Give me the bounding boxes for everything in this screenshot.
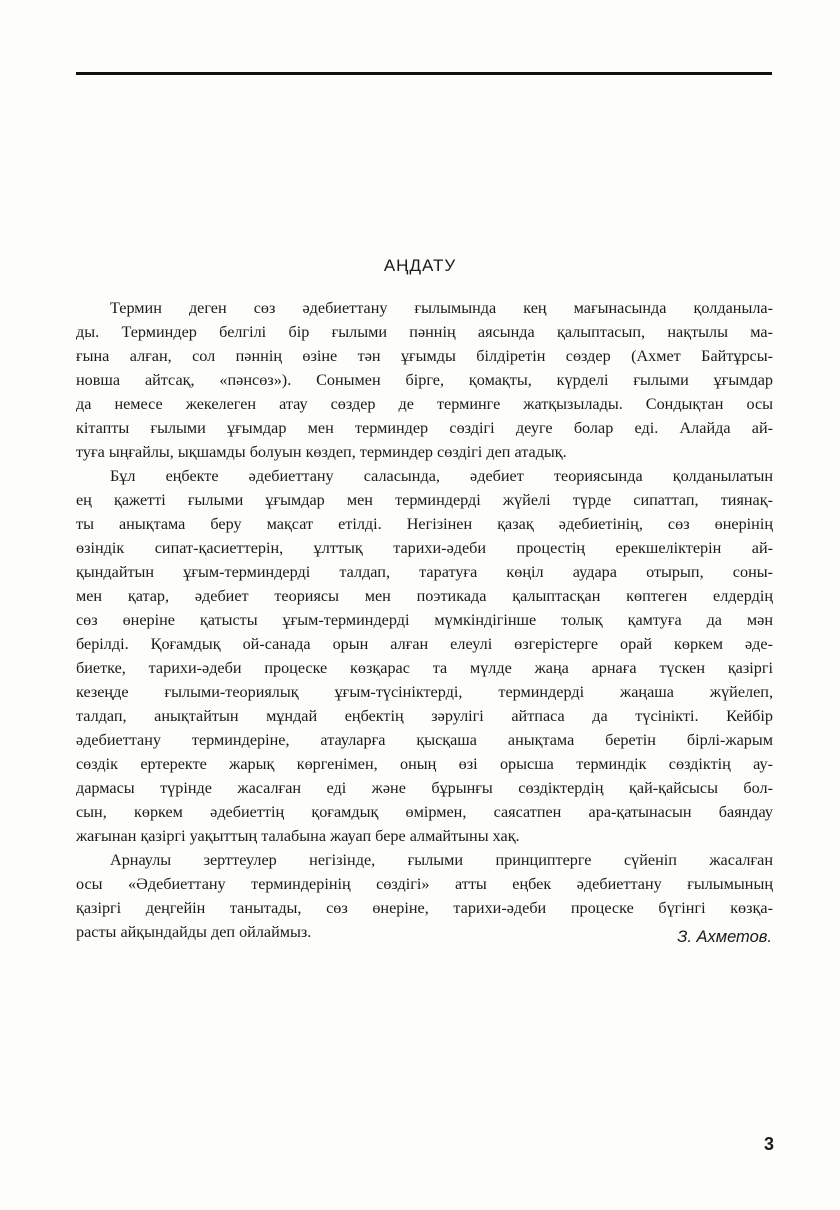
- text-line: жағынан қазіргі уақыттың талабына жауап бере алмайтыны хақ.: [76, 827, 520, 845]
- page-number: 3: [763, 1134, 774, 1154]
- text-line: новша айтсақ, «пәнсөз»). Сонымен бірге, қомақты, күрделі ғылыми ұғымдар: [76, 371, 773, 389]
- text-line: ды. Терминдер белгілі бір ғылыми пәннің аясында қалыптасып, нақтылы ма-: [76, 323, 773, 341]
- text-line: дармасы түрінде жасалған еді және бұрынғы сөздіктердің қай-қайсысы бол-: [76, 779, 773, 797]
- text-line: туға ыңғайлы, ықшамды болуын көздеп, терминдер сөздігі деп атадық.: [76, 443, 567, 461]
- text-line: ең қажетті ғылыми ұғымдар мен терминдерді жүйелі түрде сипаттап, тиянақ-: [76, 491, 773, 509]
- text-line: сын, көркем әдебиеттің қоғамдық өмірмен, саясатпен ара-қатынасын баяндау: [76, 803, 773, 821]
- abstract-body: [76, 296, 773, 944]
- text-line: ғына алған, сол пәннің өзіне тән ұғымды білдіретін сөздер (Ахмет Байтұрсы-: [76, 347, 773, 365]
- text-line: Бұл еңбекте әдебиеттану саласында, әдебиет теориясында қолданылатын: [110, 467, 773, 485]
- text-line: қындайтын ұғым-терминдерді талдап, таратуға көңіл аудара отырып, соны-: [76, 563, 773, 581]
- paragraph: [76, 848, 773, 944]
- text-line: өзіндік сипат-қасиеттерін, ұлттық тарихи-әдеби процестің ерекшеліктерін ай-: [76, 539, 773, 557]
- paragraph: [76, 296, 773, 464]
- text-line: ты анықтама беру мақсат етілді. Негізінен қазақ әдебиетінің, сөз өнерінің: [76, 515, 773, 533]
- header-rule: [76, 72, 772, 75]
- text-line: талдап, анықтайтын мұндай еңбектің зәрулігі айтпаса да түсінікті. Кейбір: [76, 707, 773, 725]
- text-line: сөз өнеріне қатысты ұғым-терминдерді мүмкіндігінше толық қамтуға да мән: [76, 611, 773, 629]
- text-line: мен қатар, әдебиет теориясы мен поэтикада қалыптасқан көптеген елдердің: [76, 587, 773, 605]
- text-line: биетке, тарихи-әдеби процеске көзқарас та мүлде жаңа арнаға түскен қазіргі: [76, 659, 773, 677]
- text-line: кітапты ғылыми ұғымдар мен терминдер сөздігі деуге болар еді. Алайда ай-: [76, 419, 773, 437]
- text-line: сөздік ертеректе жарық көргенімен, оның өзі орысша терминдік сөздіктің ау-: [76, 755, 773, 773]
- text-line: берілді. Қоғамдық ой-санада орын алған елеулі өзгерістерге орай көркем әде-: [76, 635, 773, 653]
- text-line: осы «Әдебиеттану терминдерінің сөздігі» атты еңбек әдебиеттану ғылымының: [76, 875, 773, 893]
- text-line: Арнаулы зерттеулер негізінде, ғылыми принциптерге сүйеніп жасалған: [110, 851, 773, 869]
- text-line: расты айқындайды деп ойлаймыз.: [76, 923, 312, 941]
- text-line: кезеңде ғылыми-теориялық ұғым-түсініктерді, терминдерді жаңаша жүйелеп,: [76, 683, 773, 701]
- text-line: Термин деген сөз әдебиеттану ғылымында кең мағынасында қолданыла-: [110, 299, 773, 317]
- page-title: АҢДАТУ: [383, 256, 457, 275]
- paragraph: [76, 464, 773, 848]
- text-line: да немесе жекелеген атау сөздер де терминге жатқызылады. Сондықтан осы: [76, 395, 773, 413]
- text-line: қазіргі деңгейін танытады, сөз өнеріне, тарихи-әдеби процеске бүгінгі көзқа-: [76, 899, 773, 917]
- text-line: әдебиеттану терминдеріне, атауларға қысқаша анықтама беретін бірлі-жарым: [76, 731, 773, 749]
- author-signature: З. Ахметов.: [677, 928, 772, 946]
